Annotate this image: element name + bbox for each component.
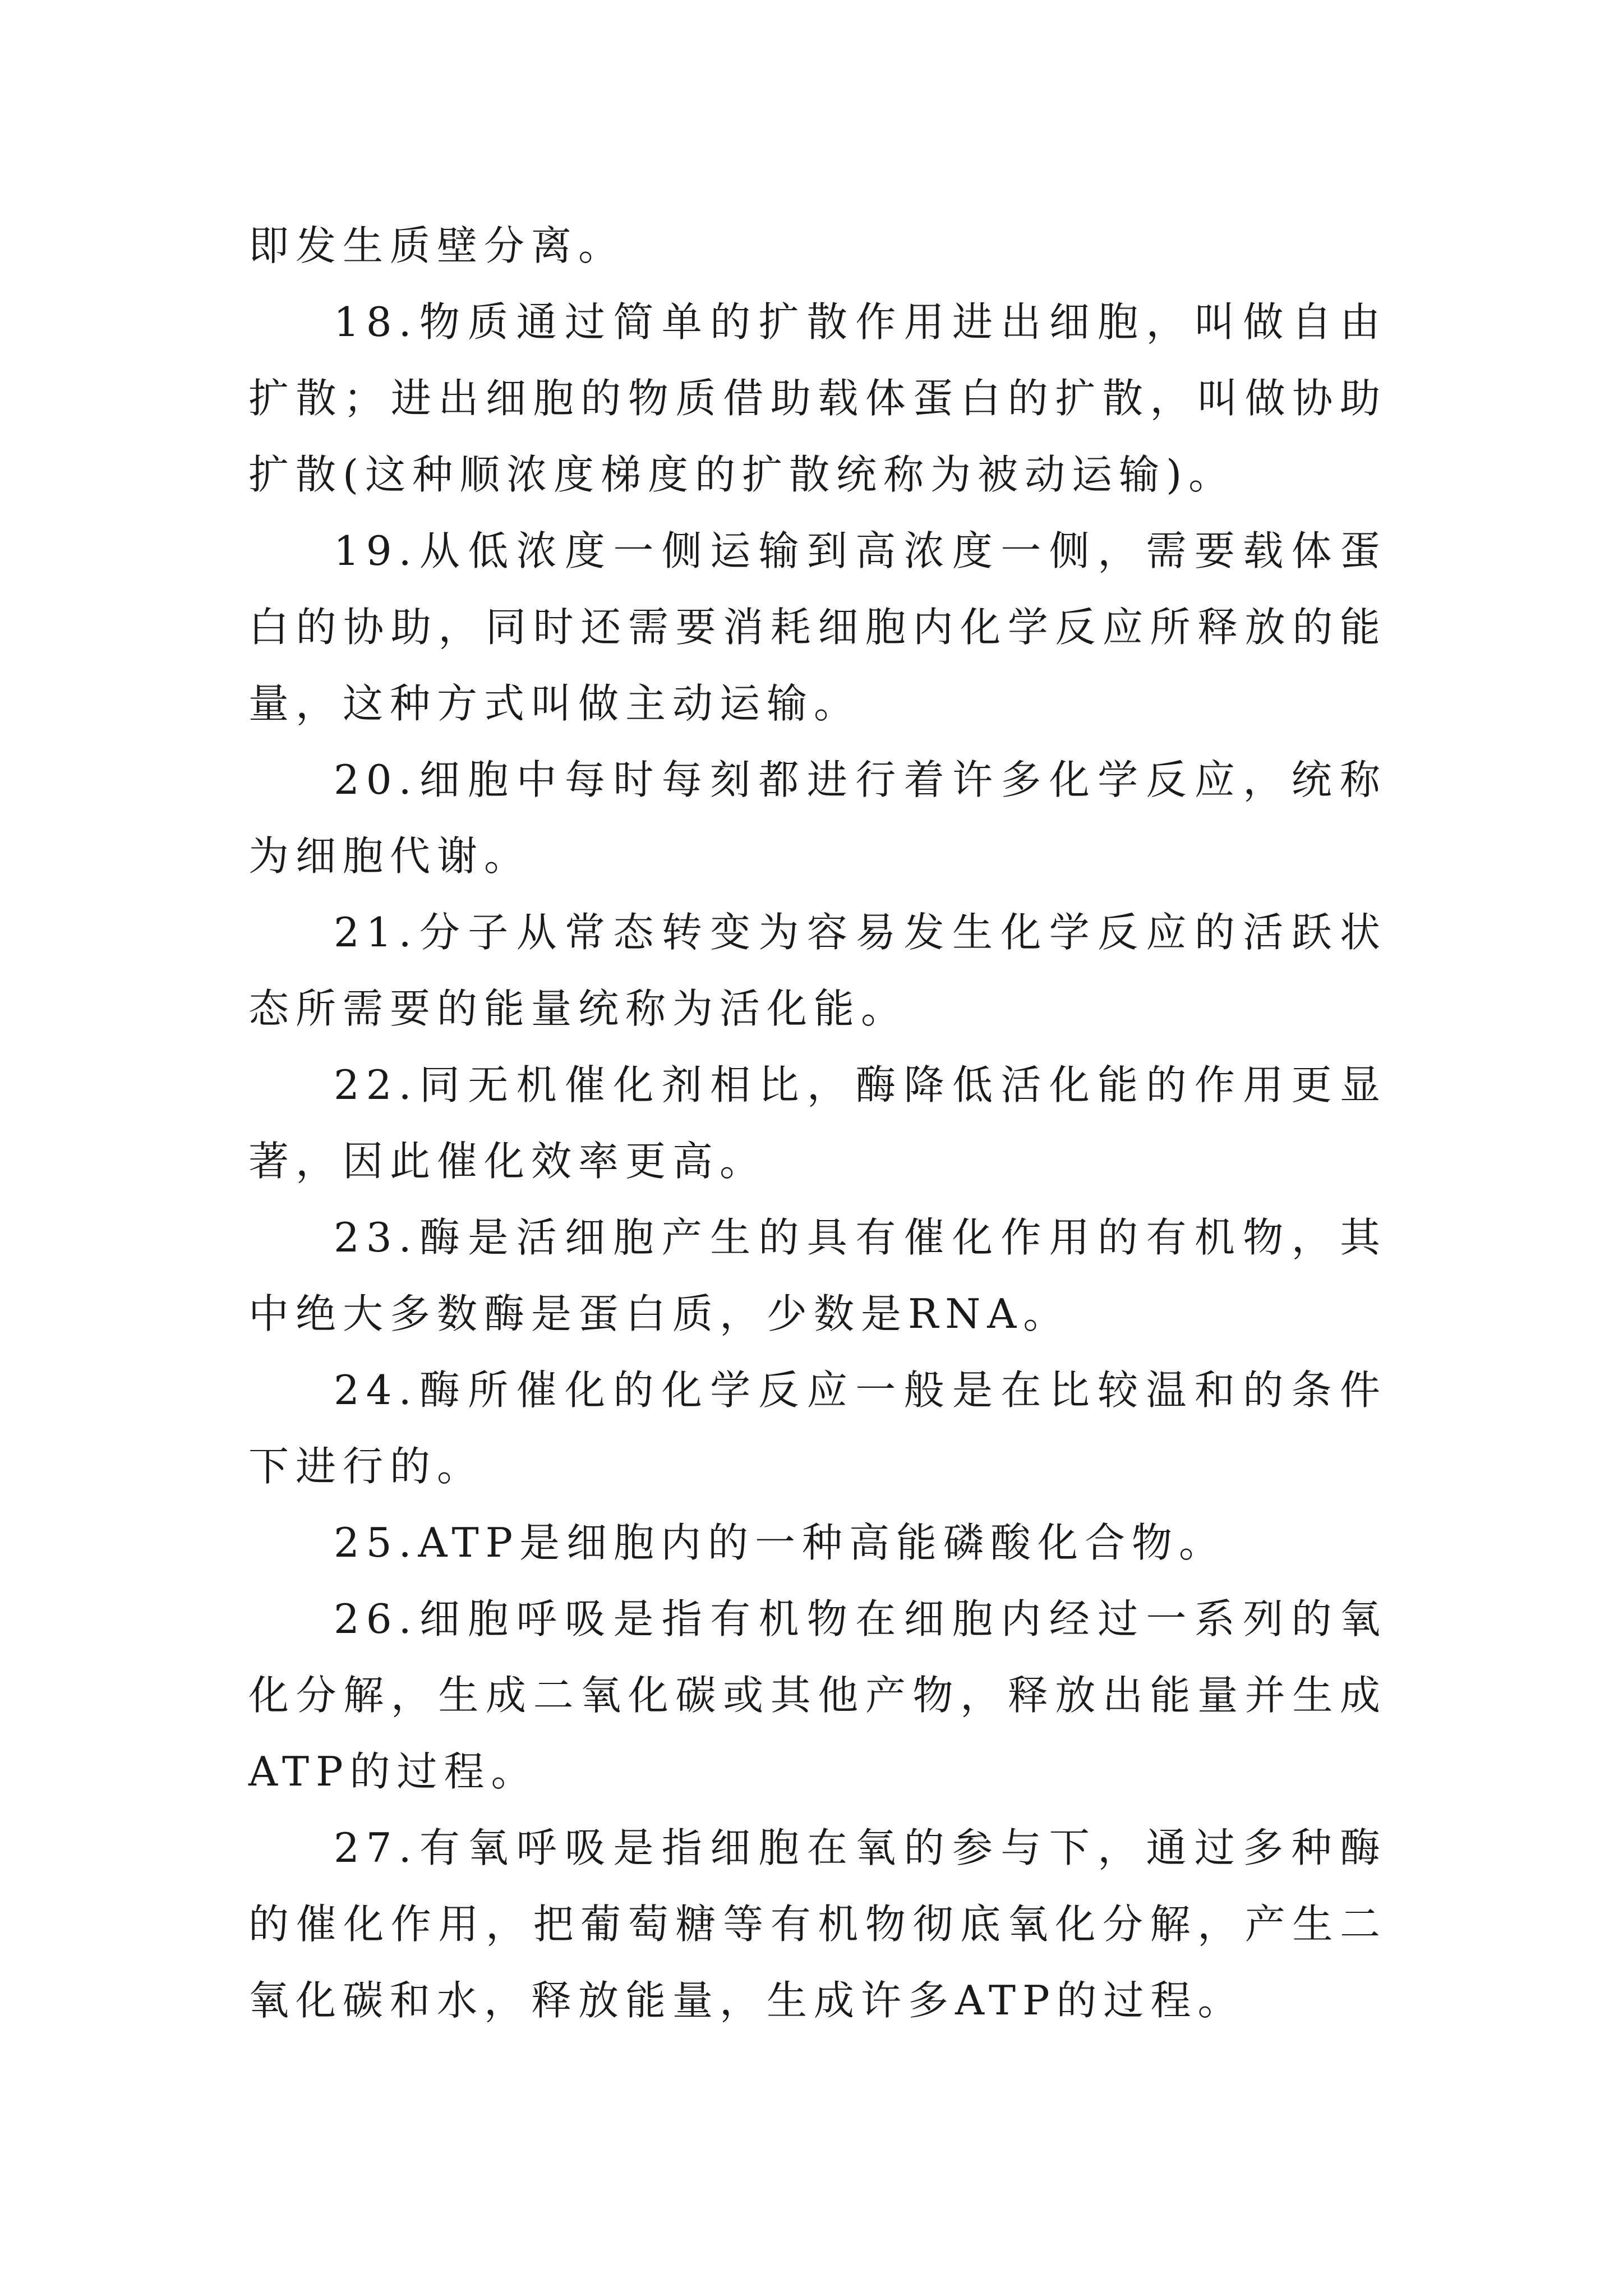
paragraph-item-23: 23.酶是活细胞产生的具有催化作用的有机物，其中绝大多数酶是蛋白质，少数是RNA。 [248, 1214, 1387, 1337]
paragraph-item-25: 25.ATP是细胞内的一种高能磷酸化合物。 [334, 1519, 1227, 1566]
paragraph-item-21: 21.分子从常态转变为容易发生化学反应的活跃状态所需要的能量统称为活化能。 [248, 909, 1387, 1032]
document-body [248, 208, 1387, 2039]
paragraph-continuation: 即发生质壁分离。 [248, 222, 626, 269]
paragraph-item-20: 20.细胞中每时每刻都进行着许多化学反应，统称为细胞代谢。 [248, 756, 1387, 880]
paragraph-item-27: 27.有氧呼吸是指细胞在氧的参与下，通过多种酶的催化作用，把葡萄糖等有机物彻底氧化分解，产生二氧化碳和水，释放能量，生成许多ATP的过程。 [248, 1824, 1387, 2024]
paragraph-item-22: 22.同无机催化剂相比，酶降低活化能的作用更显著，因此催化效率更高。 [248, 1061, 1387, 1185]
paragraph-item-18: 18.物质通过简单的扩散作用进出细胞，叫做自由扩散；进出细胞的物质借助载体蛋白的扩散，叫做协助扩散(这种顺浓度梯度的扩散统称为被动运输)。 [248, 298, 1387, 498]
paragraph-item-19: 19.从低浓度一侧运输到高浓度一侧，需要载体蛋白的协助，同时还需要消耗细胞内化学反应所释放的能量，这种方式叫做主动运输。 [248, 527, 1387, 727]
paragraph-item-24: 24.酶所催化的化学反应一般是在比较温和的条件下进行的。 [248, 1366, 1387, 1490]
paragraph-item-26: 26.细胞呼吸是指有机物在细胞内经过一系列的氧化分解，生成二氧化碳或其他产物，释放出能量并生成ATP的过程。 [248, 1595, 1387, 1795]
